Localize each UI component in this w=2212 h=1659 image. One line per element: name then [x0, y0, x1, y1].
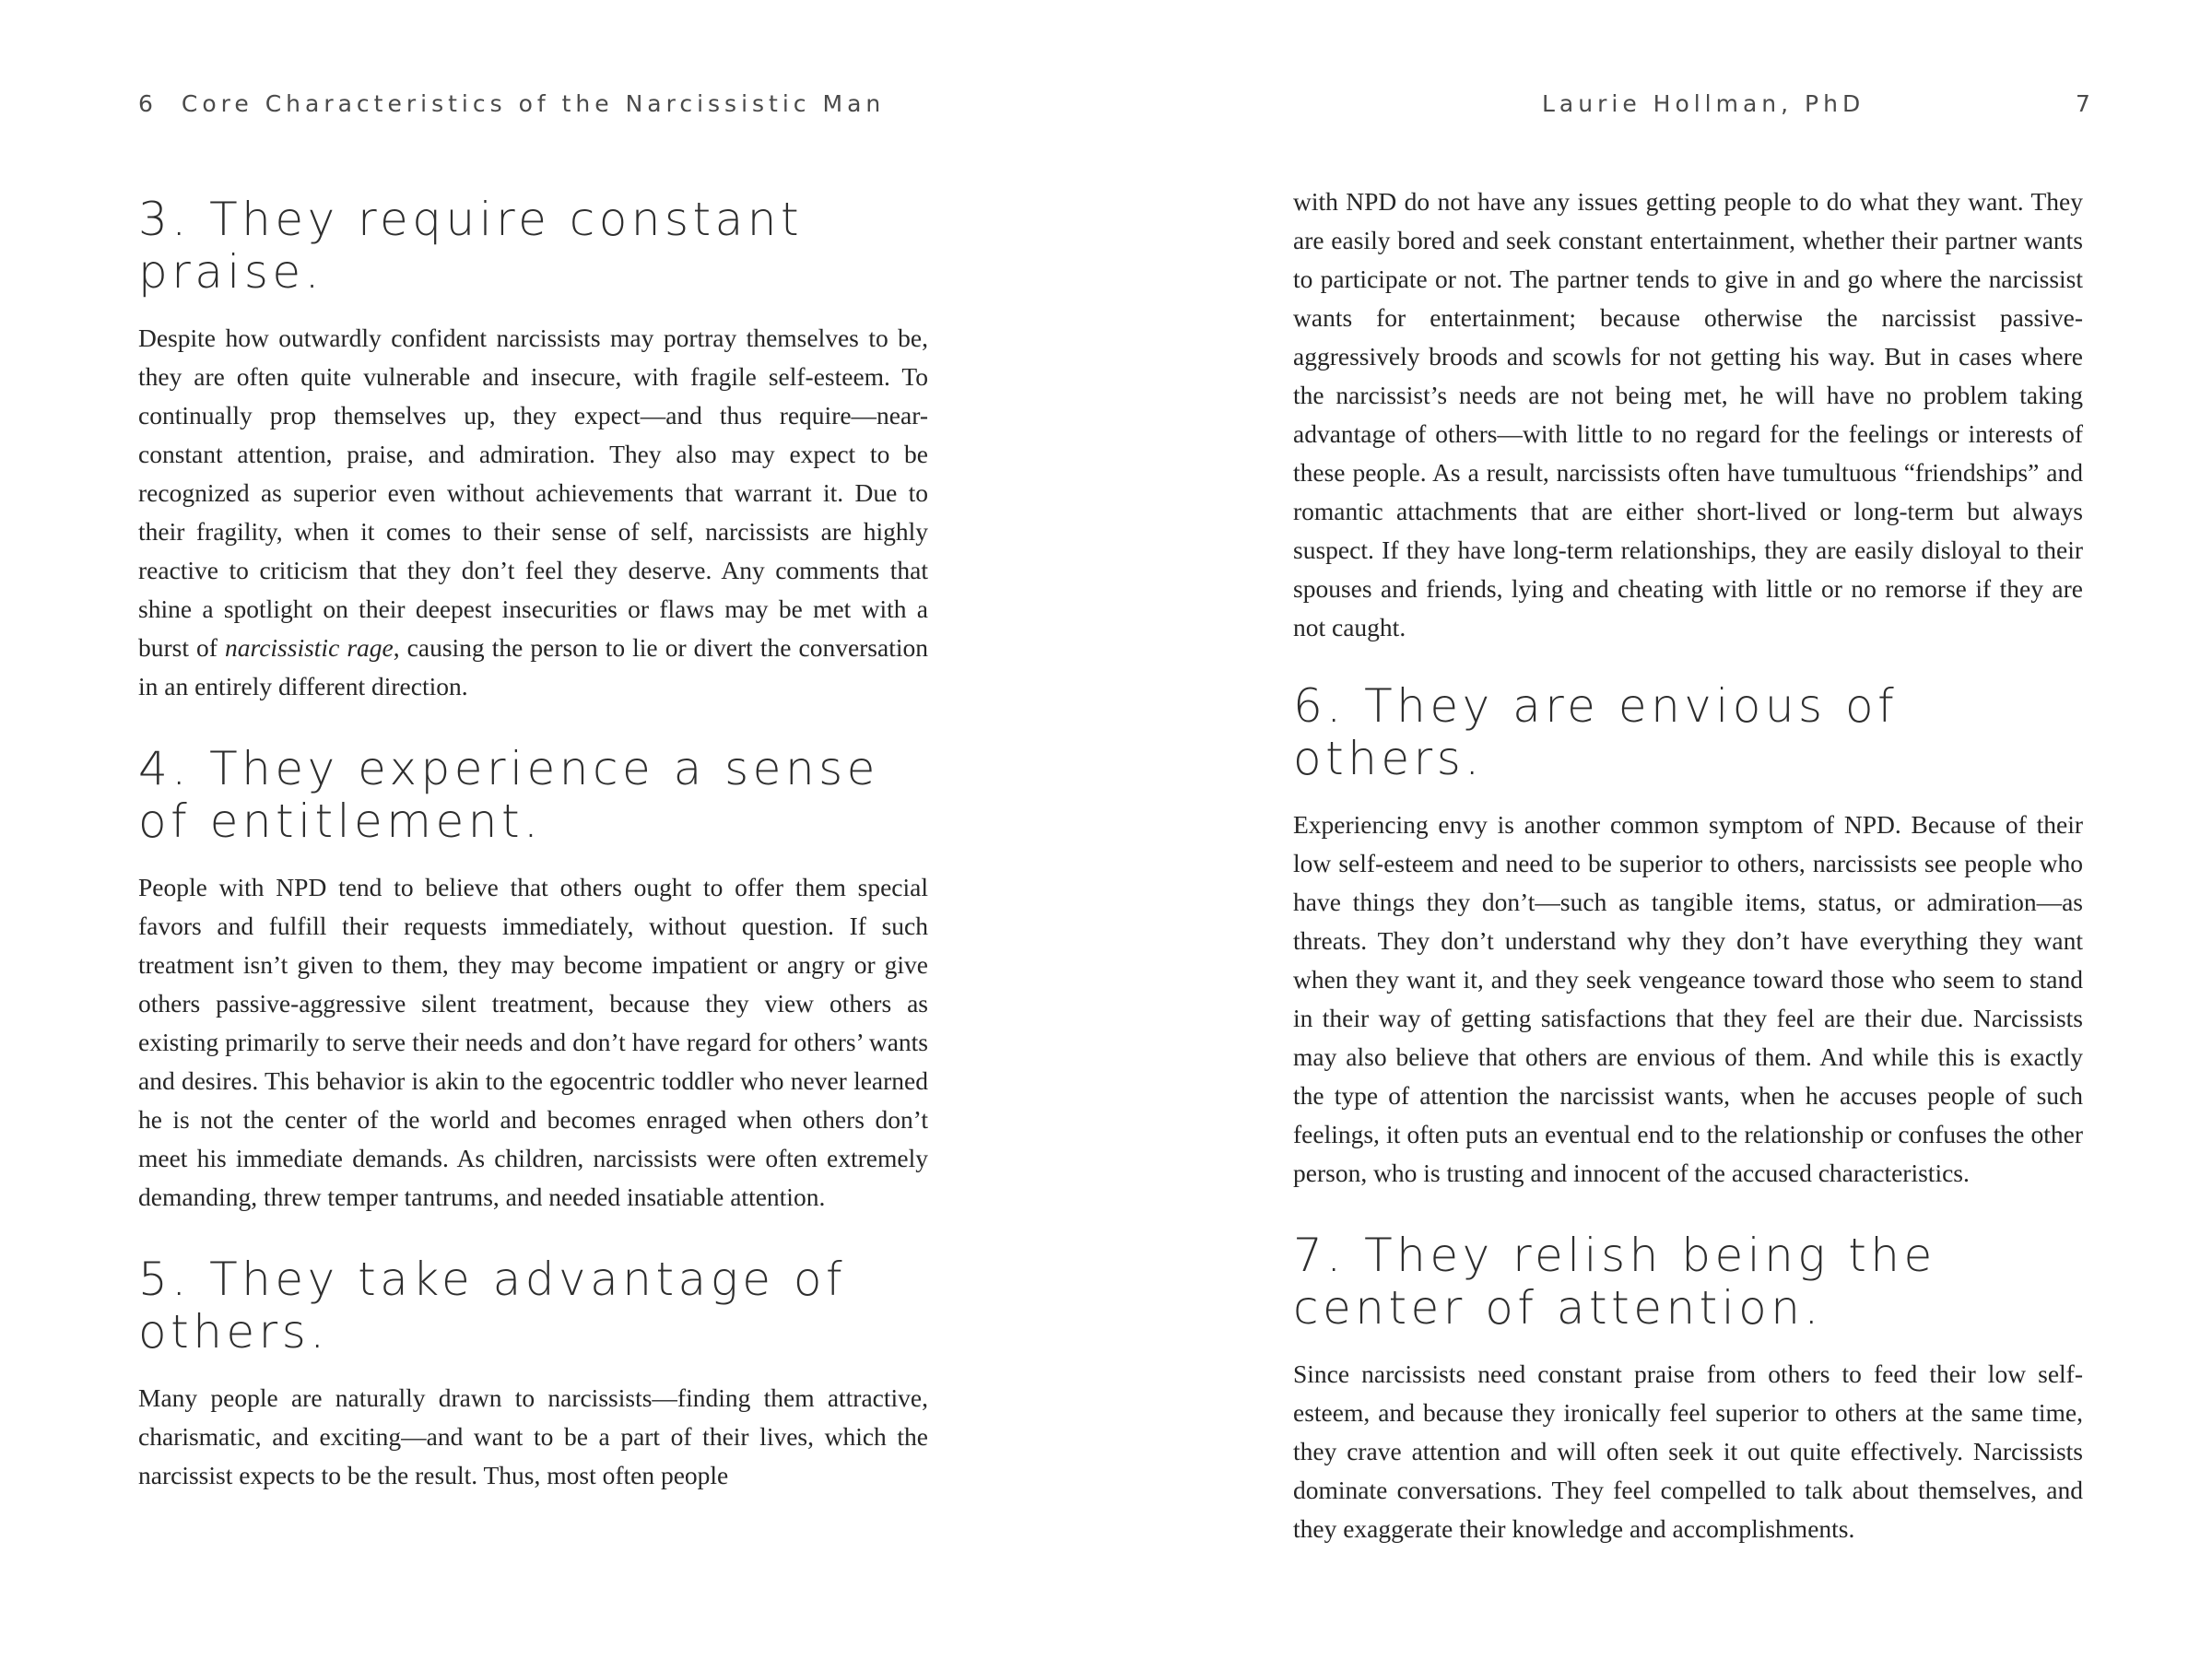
right-page-number: 7 [2076, 90, 2095, 117]
author-running-head: Laurie Hollman, PhD [1542, 90, 1865, 117]
section-body-6: Experiencing envy is another common symptom of NPD. Because of their low self-esteem and need to be superior to others, narcissists see people who have things they don’t—such as tangible items, status, or admiration—as threats. They don’t understand why they don’t have everything they want when they want it, and they seek vengeance toward those who seem to stand in their way of getting satisfactions that they feel are their due. Narcissists may also believe that others are envious of them. And while this is exactly the type of attention the narcissist wants, when he accuses people of such feelings, it often puts an eventual end to the relationship or confuses the other person, who is trusting and innocent of the accused characteristics. [1293, 810, 2083, 1187]
left-column [138, 194, 928, 1532]
section-body-3-emphasis: narcissistic rage [225, 633, 394, 662]
section-heading-4: 4. They experience a sense of entitlement. [138, 742, 879, 848]
section-body-3-part-1: Despite how outwardly confident narcissists may portray themselves to be, they are often quite vulnerable and insecure, with fragile self-esteem. To continually prop themselves up, they expect—and thus require—near-constant attention, praise, and admiration. They also may expect to be recognized as superior even without achievements that warrant it. Due to their fragility, when it comes to their sense of self, narcissists are highly reactive to criticism that they don’t feel they deserve. Any comments that shine a spotlight on their deepest insecurities or flaws may be met with a burst of [138, 324, 928, 662]
section-body-7: Since narcissists need constant praise from others to feed their low self-esteem, and because they ironically feel superior to others at the same time, they crave attention and will often seek it out quite effectively. Narcissists dominate conversations. They feel compelled to talk about themselves, and they exaggerate their knowledge and accomplishments. [1293, 1359, 2083, 1543]
section-body-4: People with NPD tend to believe that others ought to offer them special favors and fulfill their requests immediately, without question. If such treatment isn’t given to them, they may become impatient or angry or give others passive-aggressive silent treatment, because they view others as existing primarily to serve their needs and don’t have regard for others’ wants and desires. This behavior is akin to the egocentric toddler who never learned he is not the center of the world and becomes enraged when others don’t meet his immediate demands. As children, narcissists were often extremely demanding, threw temper tantrums, and needed insatiable attention. [138, 873, 928, 1211]
running-title: Core Characteristics of the Narcissistic Man [181, 90, 886, 117]
section-heading-7: 7. They relish being the center of attention. [1293, 1229, 1936, 1335]
section-body-3 [138, 319, 928, 706]
right-page [1106, 0, 2212, 1659]
section-body-5: Many people are naturally drawn to narcissists—finding them attractive, charismatic, and exciting—and want to be a part of their lives, which the narcissist expects to be the result. Thus, most often people [138, 1383, 928, 1489]
section-body-5-continued: with NPD do not have any issues getting people to do what they want. They are easily bored and seek constant entertainment, whether their partner wants to participate or not. The partner tends to give in and go where the narcissist wants for entertainment; because otherwise the narcissist passive-aggressively broods and scowls for not getting his way. But in cases where the narcissist’s needs are not being met, he will have no problem taking advantage of others—with little to no regard for the feelings or interests of these people. As a result, narcissists often have tumultuous “friendships” and romantic attachments that are either short-lived or long-term but always suspect. If they have long-term relationships, they are easily disloyal to their spouses and friends, lying and cheating with little or no remorse if they are not caught. [1293, 187, 2083, 641]
left-running-head [138, 90, 885, 117]
section-heading-5: 5. They take advantage of others. [138, 1253, 847, 1359]
left-page-number: 6 [138, 90, 158, 117]
section-heading-3: 3. They require constant praise. [138, 193, 804, 299]
section-body-3-part-2: , causing the person to lie or divert the conversation in an entirely different direction. [138, 633, 928, 700]
right-column [1293, 182, 2083, 1585]
section-heading-6: 6. They are envious of others. [1293, 679, 1899, 785]
